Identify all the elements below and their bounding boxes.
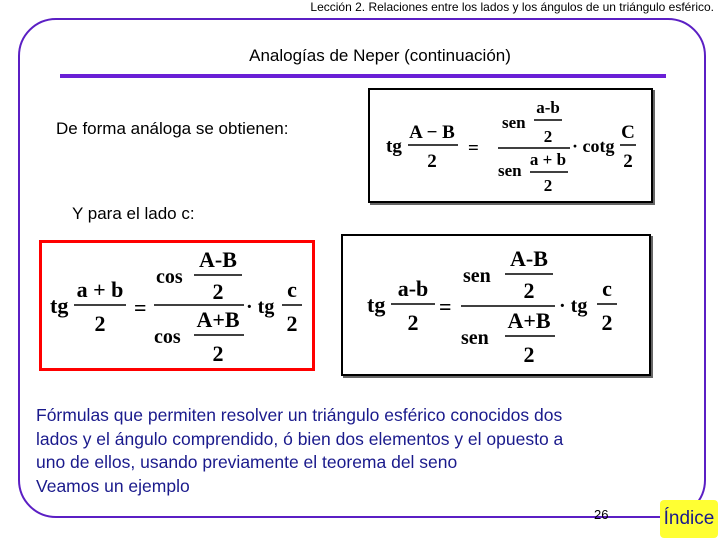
formula-num: a + b xyxy=(76,277,124,302)
equals-sign: = xyxy=(439,294,452,319)
right-num: c xyxy=(287,277,297,302)
formula-tg: tg xyxy=(50,293,69,318)
top-den: 2 xyxy=(212,279,224,304)
equals-sign: = xyxy=(134,295,147,320)
top-num: A-B xyxy=(510,246,548,271)
formula-right xyxy=(343,236,649,374)
formula-num: a-b xyxy=(397,276,429,301)
formula-den: 2 xyxy=(407,310,419,335)
paragraph-line: Fórmulas que permiten resolver un triángulo esférico conocidos dos xyxy=(36,405,563,425)
formula-tg: tg xyxy=(367,292,386,317)
paragraph-line xyxy=(36,451,656,475)
formula-den: 2 xyxy=(427,151,437,172)
formula-num: A − B xyxy=(409,122,455,143)
formula-den: 2 xyxy=(94,311,106,336)
formula-left xyxy=(42,243,312,368)
tg-operator: · tg xyxy=(559,295,588,317)
right-num: c xyxy=(602,276,612,301)
top-num: A-B xyxy=(199,247,237,272)
right-den: 2 xyxy=(286,311,298,336)
formula-top xyxy=(370,90,651,201)
formula-box-left xyxy=(39,240,315,371)
intro-text: De forma análoga se obtienen: xyxy=(56,119,289,138)
bottom-num: a + b xyxy=(529,150,567,169)
bottom-den: 2 xyxy=(212,341,224,366)
formula-tg: tg xyxy=(386,136,402,157)
title-divider xyxy=(60,74,666,78)
cotg-operator: · cotg xyxy=(572,136,615,156)
bottom-num: A+B xyxy=(507,308,551,333)
paragraph-fragment: uno de ellos xyxy=(36,452,131,472)
page-number: 26 xyxy=(594,507,609,522)
tg-operator: · tg xyxy=(246,296,275,318)
top-den: 2 xyxy=(543,127,553,146)
bottom-function: sen xyxy=(461,327,489,349)
right-den: 2 xyxy=(623,151,633,172)
equals-sign: = xyxy=(468,138,479,159)
formula-box-top xyxy=(368,88,653,203)
right-num: C xyxy=(621,122,635,143)
formula-box-right xyxy=(341,234,651,376)
bottom-den: 2 xyxy=(543,176,553,195)
side-c-text: Y para el lado c: xyxy=(72,204,195,223)
bottom-function: cos xyxy=(154,326,181,348)
explanation-paragraph xyxy=(36,404,656,498)
top-function: cos xyxy=(156,266,183,288)
bottom-den: 2 xyxy=(523,342,535,367)
right-den: 2 xyxy=(601,310,613,335)
bottom-num: A+B xyxy=(196,307,240,332)
example-link[interactable]: Veamos un ejemplo xyxy=(36,475,190,496)
top-num: a-b xyxy=(536,98,560,117)
slide-title: Analogías de Neper (continuación) xyxy=(249,46,511,65)
paragraph-fragment: , usando previamente el teorema del seno xyxy=(130,452,458,472)
paragraph-line: lados y el ángulo comprendido, ó bien dos elementos y el opuesto a xyxy=(36,428,564,449)
lesson-header: Lección 2. Relaciones entre los lados y los ángulos de un triángulo esférico. xyxy=(310,0,714,14)
bottom-function: sen xyxy=(498,161,522,180)
top-function: sen xyxy=(502,113,526,132)
index-button[interactable]: Índice xyxy=(660,500,718,538)
top-function: sen xyxy=(463,265,491,287)
top-den: 2 xyxy=(523,278,535,303)
